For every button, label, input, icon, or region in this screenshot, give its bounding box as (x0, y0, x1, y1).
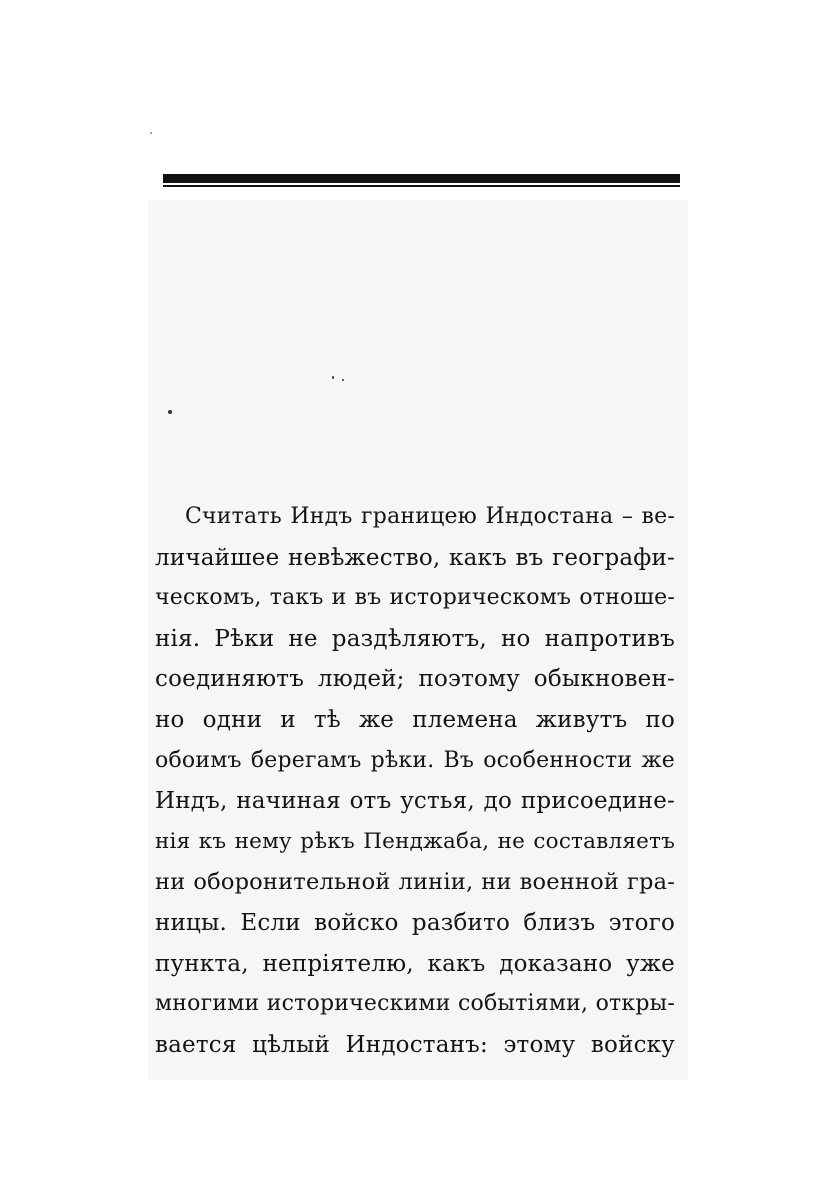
text-line: ницы. Если войско разбито близъ этого (155, 909, 675, 936)
text-line: Индъ, начиная отъ устья, до присоедине- (155, 788, 675, 815)
text-line: нія къ нему рѣкъ Пенджаба, не составляетъ (155, 828, 675, 854)
text-line: соединяютъ людей; поэтому обыкновен- (155, 666, 675, 693)
text-line: ческомъ, такъ и въ историческомъ отноше- (155, 585, 675, 611)
text-line: пункта, непріятелю, какъ доказано уже (155, 950, 675, 977)
text-line: Считать Индъ границею Индостана – ве- (185, 504, 675, 529)
text-line: нія. Рѣки не раздѣляютъ, но напротивъ (155, 625, 675, 652)
ink-speck (342, 379, 344, 381)
text-line: многими историческими событіями, откры- (155, 991, 675, 1017)
text-line: обоимъ берегамъ рѣки. Въ особенности же (155, 747, 675, 773)
text-line: вается цѣлый Индостанъ: этому войску (155, 1031, 675, 1058)
header-rule-thin (163, 185, 680, 187)
text-line: личайшее невѣжество, какъ въ географи- (155, 544, 675, 571)
ink-speck (150, 132, 152, 134)
text-line: но одни и тѣ же племена живутъ по (155, 706, 675, 733)
text-line: ни оборонительной линіи, ни военной гра- (155, 869, 675, 896)
header-rule-thick (163, 174, 680, 183)
body-paragraph (155, 497, 675, 1065)
ink-speck (332, 376, 334, 379)
ink-speck (168, 410, 172, 414)
